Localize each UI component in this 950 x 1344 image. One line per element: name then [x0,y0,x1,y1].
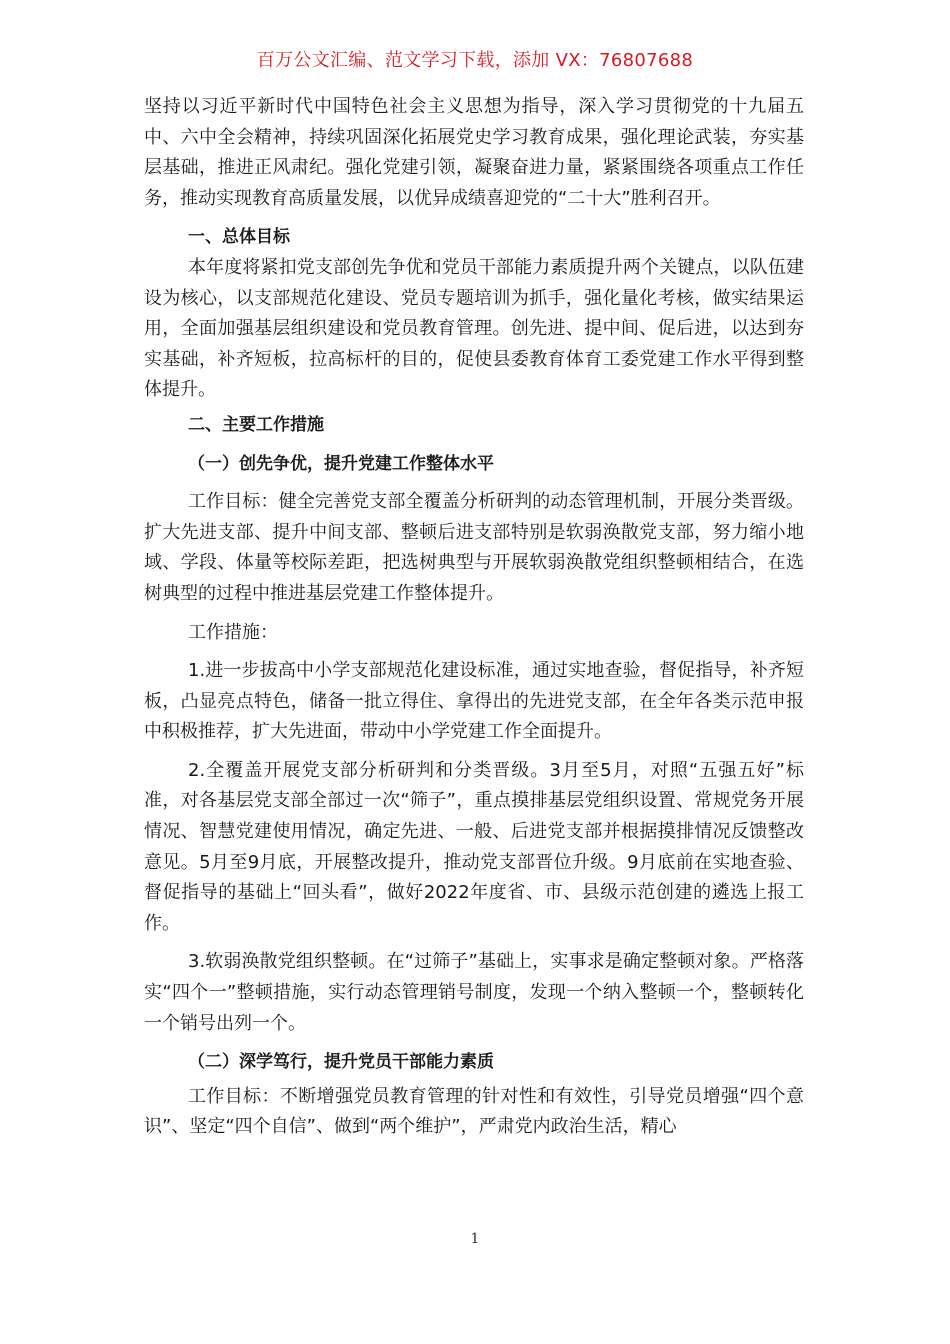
subsection-heading-1: （一）创先争优，提升党建工作整体水平 [188,453,494,474]
intro-paragraph: 坚持以习近平新时代中国特色社会主义思想为指导，深入学习贯彻党的十九届五中、六中全会精神，持续巩固深化拓展党史学习教育成果，强化理论武装，夯实基层基础，推进正风肃纪。强化党建引领，凝聚奋进力量，紧紧围绕各项重点工作任务，推动实现教育高质量发展，以优异成绩喜迎党的“二十大”胜利召开。 [144,96,804,209]
subsection-1-goal: 工作目标：健全完善党支部全覆盖分析研判的动态管理机制，开展分类晋级。扩大先进支部、提升中间支部、整顿后进支部特别是软弱涣散党支部，努力缩小地域、学段、体量等校际差距，把选树典型与开展软弱涣散党组织整顿相结合，在选树典型的过程中推进基层党建工作整体提升。 [144,491,804,604]
measure-item-2: 2.全覆盖开展党支部分析研判和分类晋级。3月至5月，对照“五强五好”标准，对各基层党支部全部过一次“筛子”，重点摸排基层党组织设置、常规党务开展情况、智慧党建使用情况，确定先进、一般、后进党支部并根据摸排情况反馈整改意见。5月至9月底，开展整改提升，推动党支部晋位升级。9月底前在实地查验、督促指导的基础上“回头看”，做好2022年度省、市、县级示范创建的遴选上报工作。 [144,759,804,934]
section-heading-main-measures: 二、主要工作措施 [188,414,324,435]
measure-item-1: 1.进一步拔高中小学支部规范化建设标准，通过实地查验，督促指导，补齐短板，凸显亮点特色，储备一批立得住、拿得出的先进党支部，在全年各类示范申报中积极推荐，扩大先进面，带动中小学党建工作全面提升。 [144,660,804,743]
subsection-1-measures-label: 工作措施： [188,621,278,643]
subsection-2-goal: 工作目标：不断增强党员教育管理的针对性和有效性，引导党员增强“四个意识”、坚定“四个自信”、做到“两个维护”，严肃党内政治生活，精心 [144,1085,804,1138]
subsection-heading-2: （二）深学笃行，提升党员干部能力素质 [188,1052,494,1073]
section-heading-overall-goal: 一、总体目标 [188,227,290,248]
download-banner: 百万公文汇编、范文学习下载，添加 VX：76807688 [256,50,694,71]
measure-item-3: 3.软弱涣散党组织整顿。在“过筛子”基础上，实事求是确定整顿对象。严格落实“四个一”整顿措施，实行动态管理销号制度，发现一个纳入整顿一个，整顿转化一个销号出列一个。 [144,951,804,1034]
document-body [144,92,804,1143]
page-number: 1 [470,1231,480,1247]
overall-goal-paragraph: 本年度将紧扣党支部创先争优和党员干部能力素质提升两个关键点，以队伍建设为核心，以支部规范化建设、党员专题培训为抓手，强化量化考核，做实结果运用，全面加强基层组织建设和党员教育管理。创先进、提中间、促后进，以达到夯实基础，补齐短板，拉高标杆的目的，促使县委教育体育工委党建工作水平得到整体提升。 [144,256,804,401]
